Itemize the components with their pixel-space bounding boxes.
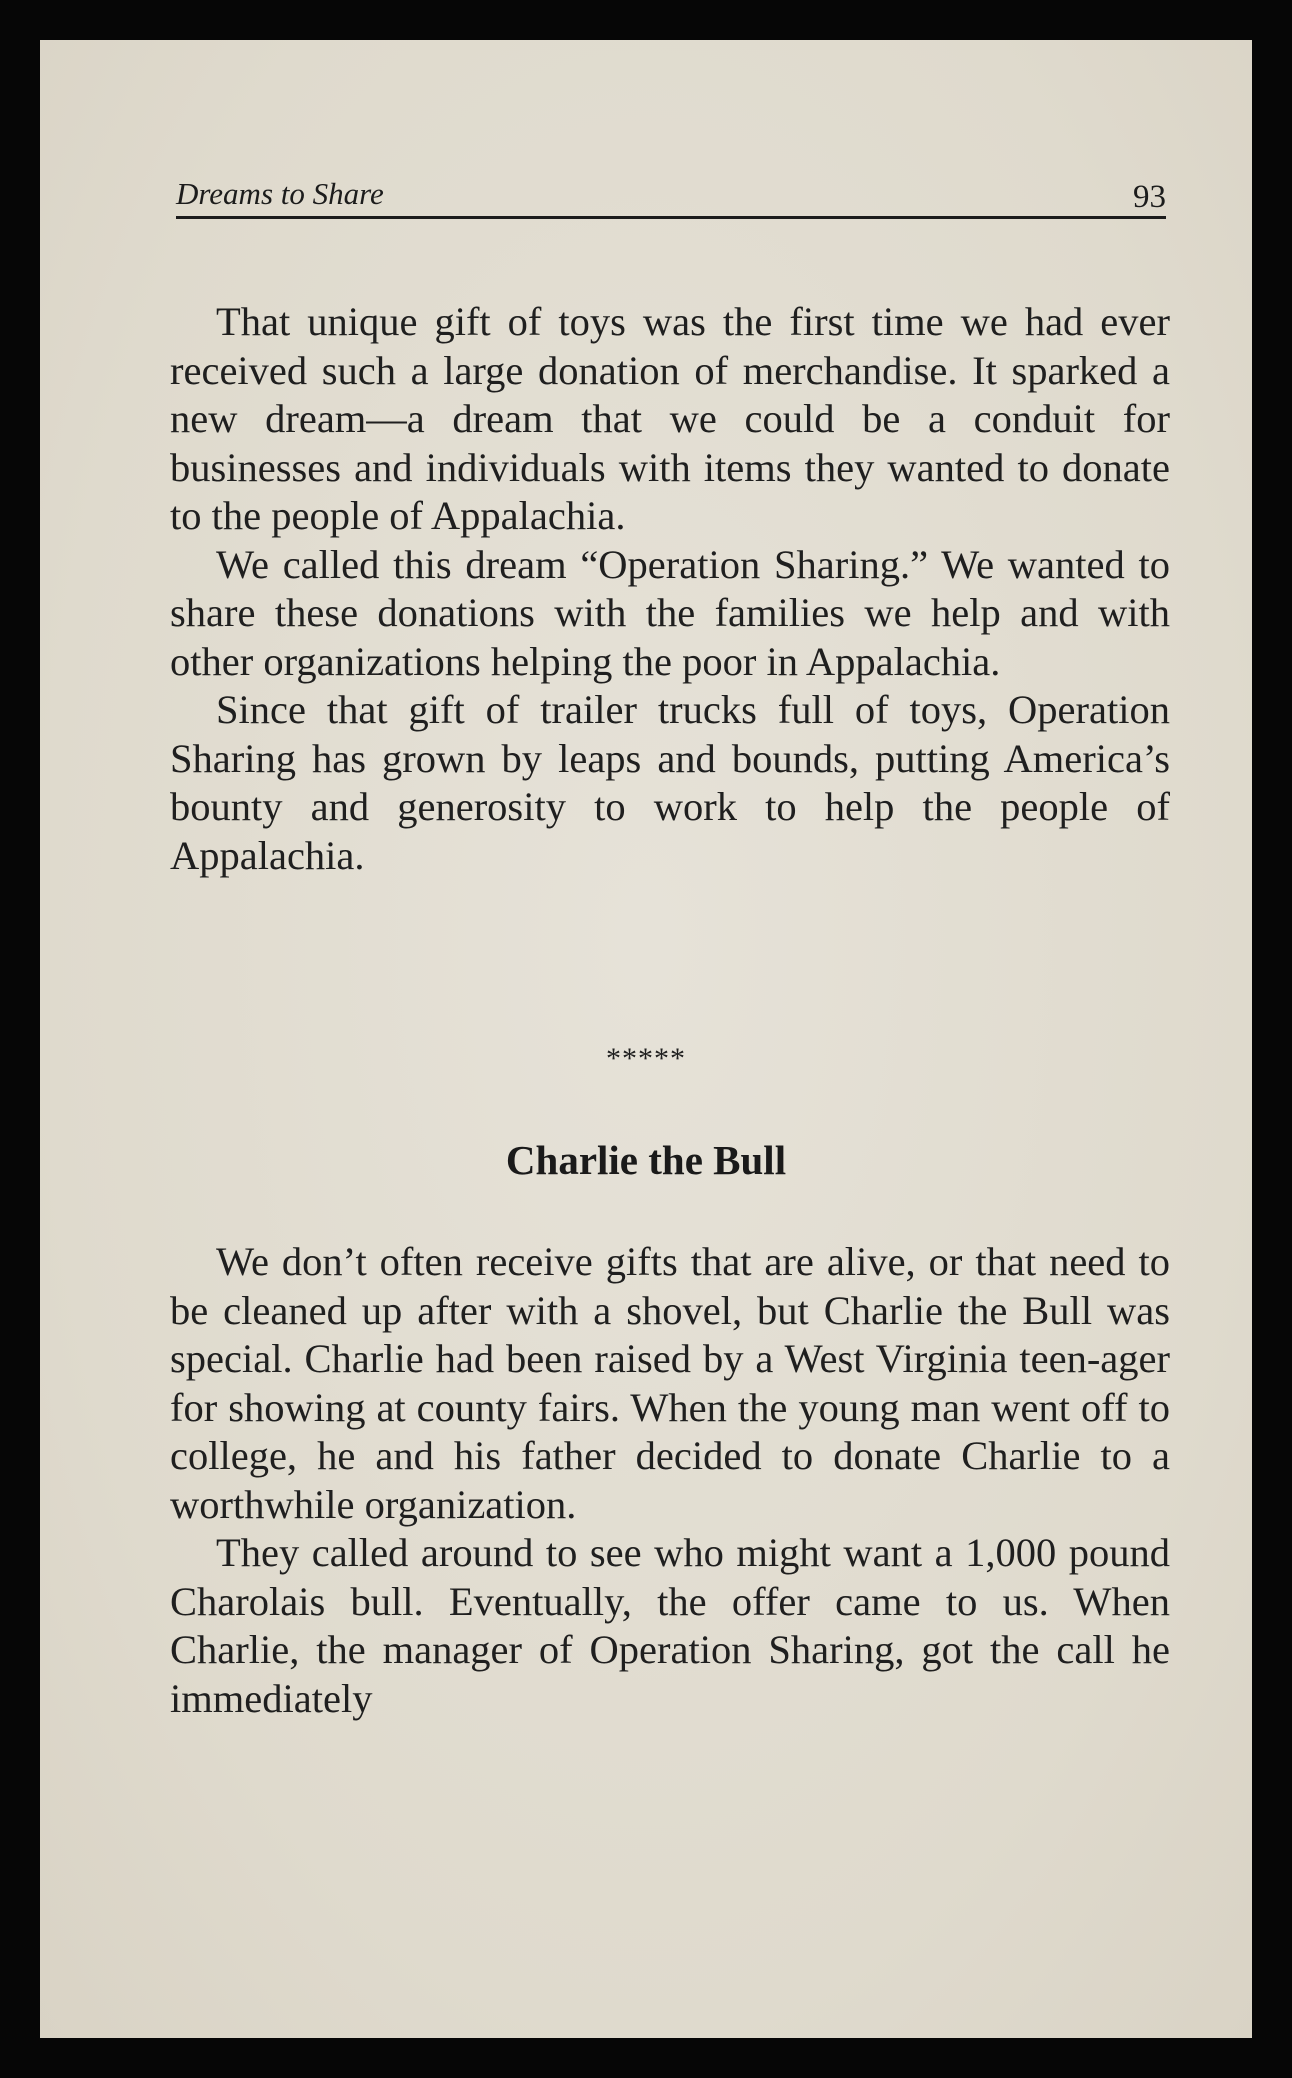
paragraph: That unique gift of toys was the first time we had ever received such a large donation of merchandise. It sparked a new dream—a dream that we could be a conduit for businesses and individuals with items they wanted to donate to the people of Appalachia. xyxy=(170,299,1170,538)
section-operation-sharing xyxy=(170,298,1170,880)
section-heading: Charlie the Bull xyxy=(505,1137,787,1183)
running-header xyxy=(176,168,1166,219)
paragraph: We don’t often receive gifts that are alive, or that need to be cleaned up after with a shovel, but Charlie the Bull was special. Charlie had been raised by a West Virginia teen-ager for showing at county fairs. When the young man went off to college, he and his father decided to donate Charlie to a worthwhile organization. xyxy=(170,1239,1170,1527)
paragraph: They called around to see who might want a 1,000 pound Charolais bull. Eventually, the offer came to us. When Charlie, the manager of Operation Sharing, got the call he immediately xyxy=(170,1530,1170,1721)
book-page xyxy=(40,40,1252,2038)
page-number: 93 xyxy=(1133,179,1166,215)
paragraph: Since that gift of trailer trucks full of toys, Operation Sharing has grown by leaps and bounds, putting America’s bounty and generosity to work to help the people of Appalachia. xyxy=(170,687,1170,878)
section-charlie-the-bull xyxy=(170,1238,1170,1723)
paragraph: We called this dream “Operation Sharing.” We wanted to share these donations with the families we help and with other organizations helping the poor in Appalachia. xyxy=(170,541,1170,684)
running-title: Dreams to Share xyxy=(176,176,384,211)
section-separator: ***** xyxy=(606,1042,686,1075)
